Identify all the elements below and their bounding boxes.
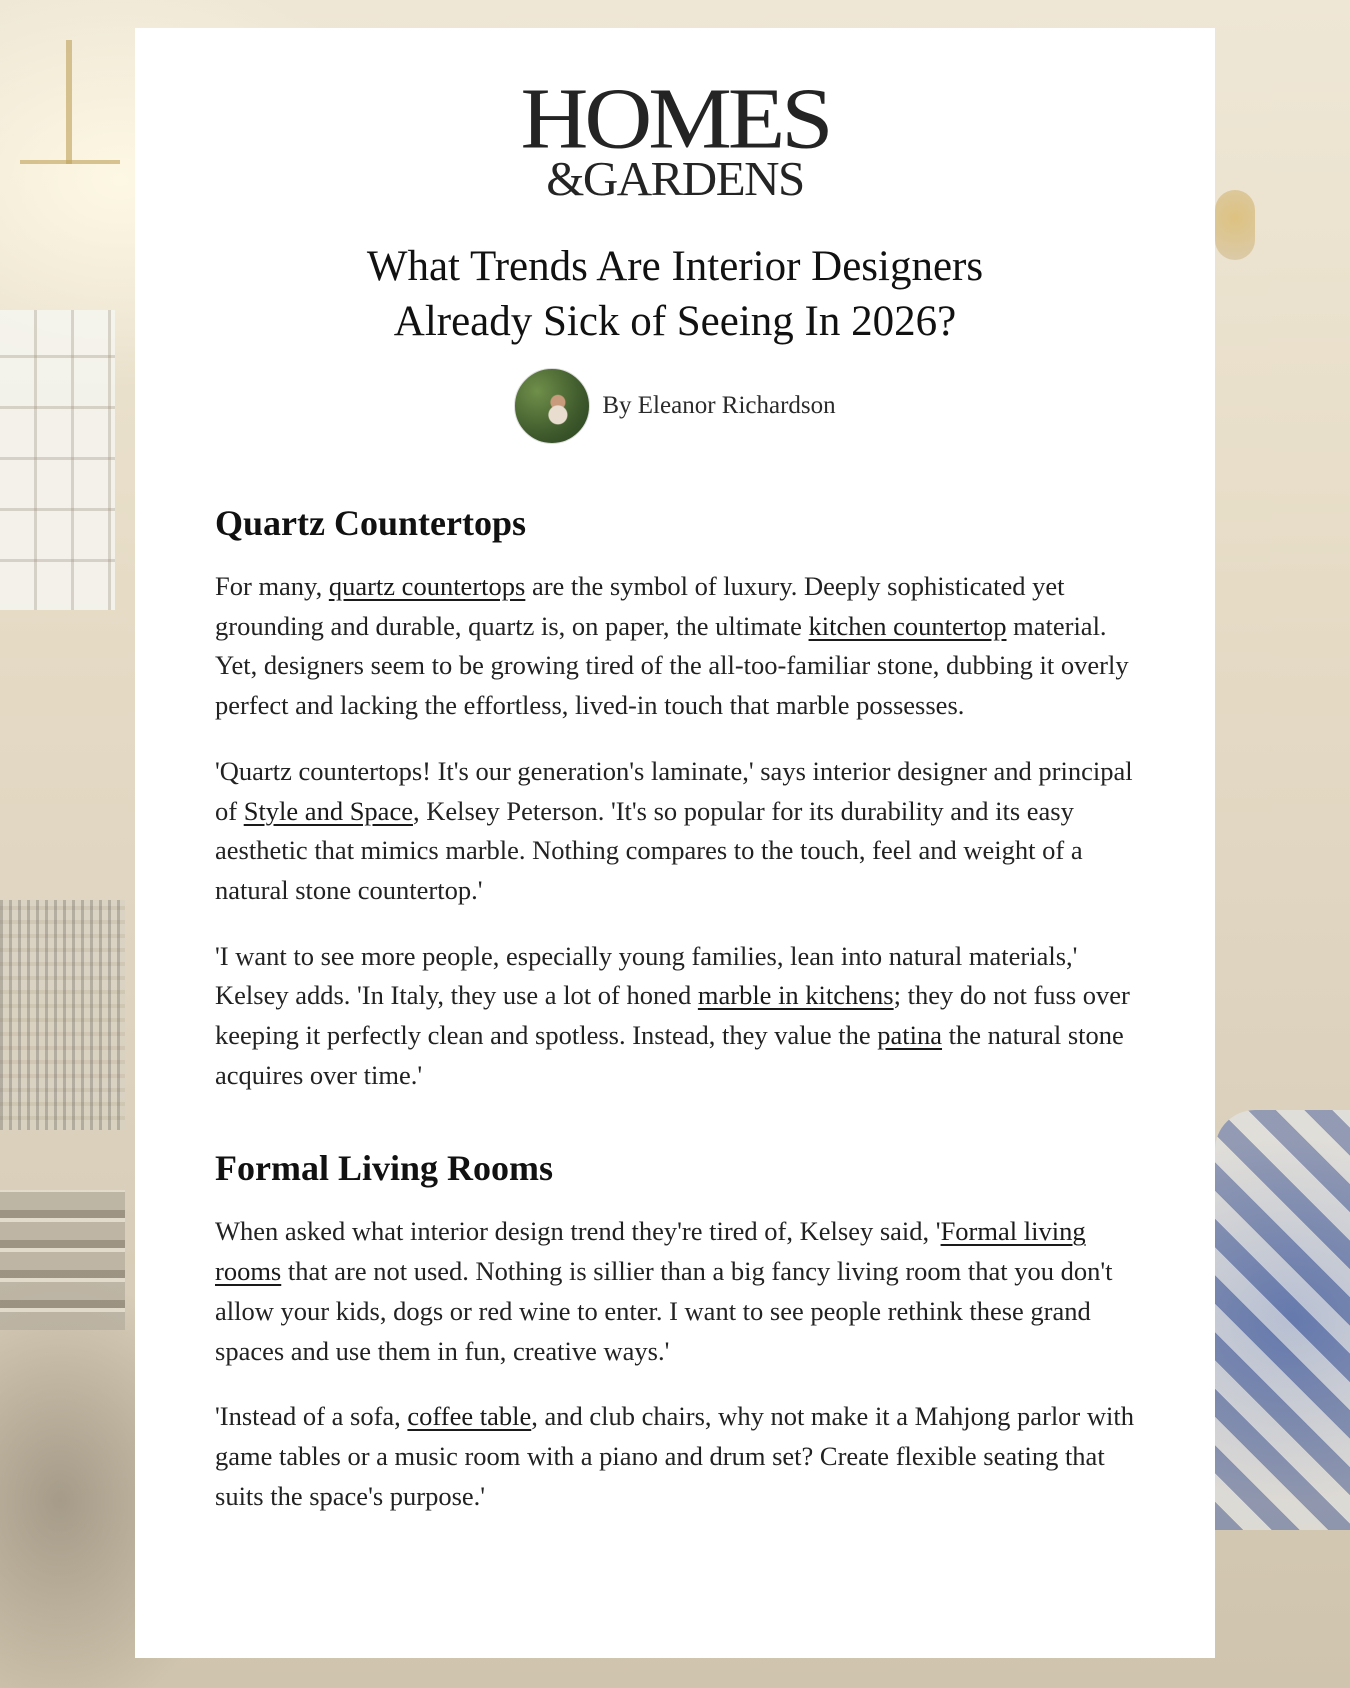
paragraph-text: , and club chairs, why not make it a Mahjong parlor with game tables or a music room with a piano and drum set? Create flexible seating that suits the space's purpose.'	[215, 1401, 1134, 1511]
paragraph-text: that are not used. Nothing is sillier than a big fancy living room that you don't allow your kids, dogs or red wine to enter. I want to see people rethink these grand spaces and use them in fun, creative ways.'	[215, 1256, 1113, 1366]
brand-logo	[215, 71, 1135, 206]
background-chair	[1215, 1110, 1350, 1530]
paragraph-text: , Kelsey Peterson. 'It's so popular for its durability and its easy aesthetic that mimics marble. Nothing compares to the touch, feel and weight of a natural stone countertop.'	[215, 795, 1083, 905]
article-title-line2: Already Sick of Seeing In 2026?	[393, 298, 957, 345]
paragraph-text: are the symbol of luxury. Deeply sophisticated yet grounding and durable, quartz is, on paper, the ultimate	[215, 571, 1065, 641]
logo-gardens: &GARDENS	[546, 151, 804, 206]
byline	[215, 368, 1135, 444]
section-heading-formal-living: Formal Living Rooms	[215, 1148, 553, 1189]
article-title-line1: What Trends Are Interior Designers	[366, 243, 984, 290]
paragraph	[215, 752, 1135, 911]
link-marble-in-kitchens[interactable]: marble in kitchens	[697, 980, 894, 1011]
background-cabinet	[0, 900, 125, 1130]
article-card	[135, 28, 1215, 1658]
link-coffee-table[interactable]: coffee table	[407, 1401, 532, 1432]
paragraph	[215, 1212, 1135, 1371]
link-kitchen-countertop[interactable]: kitchen countertop	[808, 610, 1007, 641]
paragraph	[215, 567, 1135, 726]
paragraph	[215, 937, 1135, 1096]
paragraph	[215, 1397, 1135, 1516]
author-avatar	[514, 368, 590, 444]
paragraph-text: the natural stone acquires over time.'	[215, 1020, 1124, 1090]
paragraph-text: material. Yet, designers seem to be growing tired of the all-too-familiar stone, dubbing it overly perfect and lacking the effortless, lived-in touch that marble possesses.	[215, 610, 1129, 721]
link-style-and-space[interactable]: Style and Space	[243, 795, 413, 826]
paragraph-text: 'I want to see more people, especially young families, lean into natural materials,' Kelsey adds. 'In Italy, they use a lot of honed	[215, 940, 1078, 1011]
article-title	[215, 239, 1135, 349]
background-chandelier	[20, 40, 120, 164]
author-name: By Eleanor Richardson	[602, 392, 836, 419]
paragraph-text: For many,	[215, 571, 329, 601]
paragraph-text: When asked what interior design trend they're tired of, Kelsey said, '	[215, 1216, 941, 1247]
paragraph-text: ; they do not fuss over keeping it perfectly clean and spotless. Instead, they value the	[215, 980, 1130, 1051]
link-formal-living-rooms[interactable]: Formal living rooms	[215, 1216, 1086, 1287]
paragraph-text: 'Instead of a sofa,	[215, 1401, 408, 1432]
logo-homes: HOMES	[520, 71, 830, 167]
link-quartz-countertops[interactable]: quartz countertops	[328, 571, 526, 601]
paragraph-text: 'Quartz countertops! It's our generation's laminate,' says interior designer and principal of	[215, 755, 1133, 826]
background-books	[0, 1190, 125, 1330]
background-window	[0, 310, 115, 610]
background-sconce	[1215, 190, 1255, 260]
link-patina[interactable]: patina	[877, 1020, 943, 1051]
section-heading-quartz: Quartz Countertops	[215, 503, 526, 543]
